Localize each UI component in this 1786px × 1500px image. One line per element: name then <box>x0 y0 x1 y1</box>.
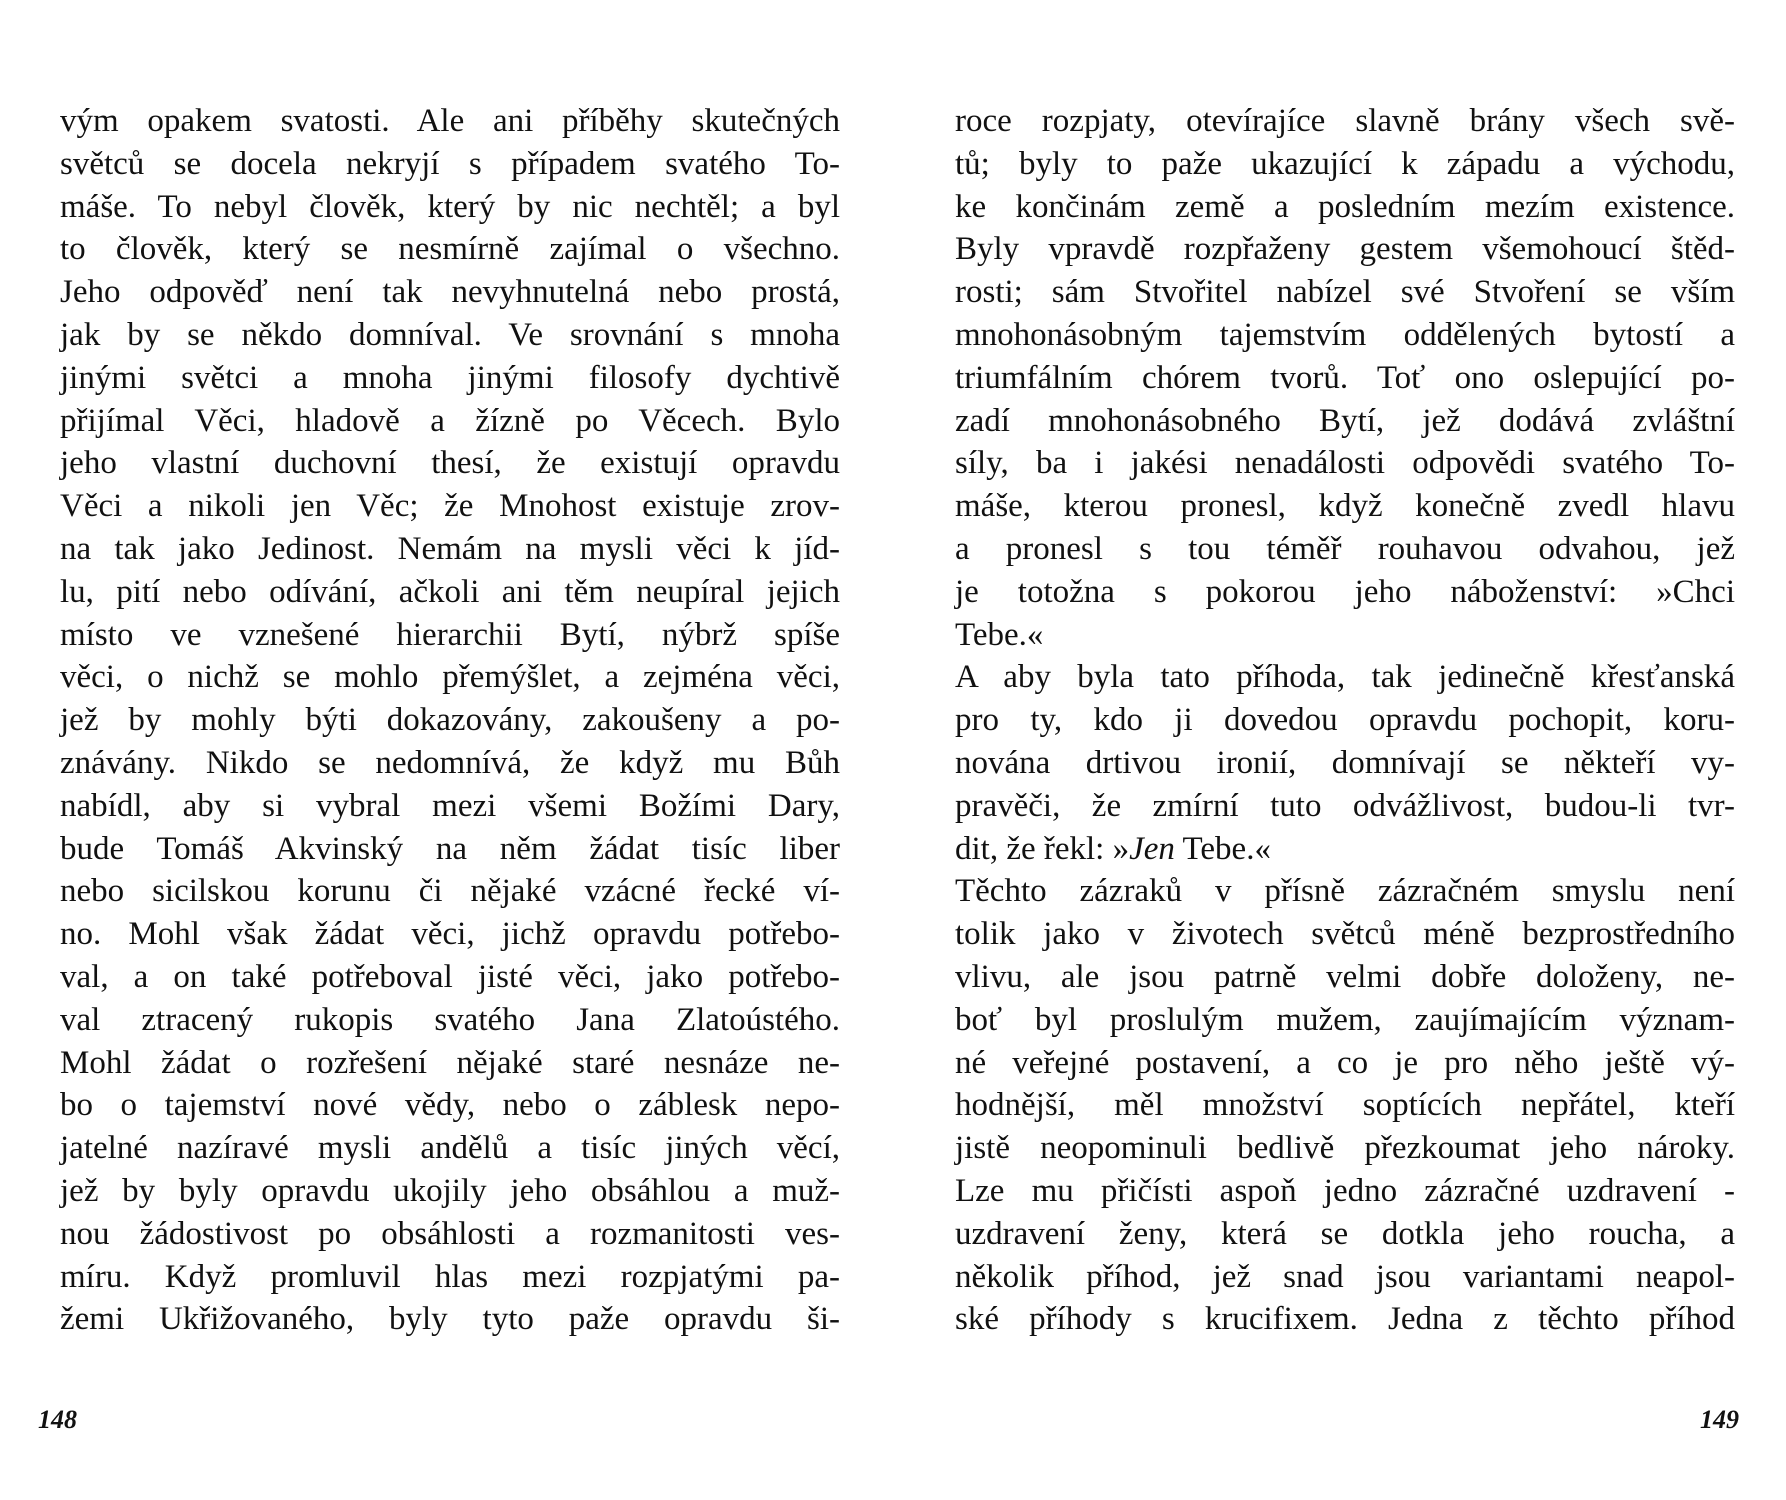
text-line: bude Tomáš Akvinský na něm žádat tisíc liber <box>60 830 840 867</box>
text-line: vlivu, ale jsou patrně velmi dobře doloženy, ne- <box>955 958 1735 995</box>
text-line: no. Mohl však žádat věci, jichž opravdu potřebo- <box>60 916 840 953</box>
text-line: rosti; sám Stvořitel nabízel své Stvoření se vším <box>955 274 1735 311</box>
text-line: bo o tajemství nové vědy, nebo o záblesk nepo- <box>60 1087 840 1124</box>
text-line: jistě neopominuli bedlivě přezkoumat jeho nároky. <box>955 1130 1735 1167</box>
text-line: je totožna s pokorou jeho náboženství: »Chci <box>955 573 1735 610</box>
text-line: místo ve vznešené hierarchii Bytí, nýbrž spíše <box>60 616 840 653</box>
text-line: jeho vlastní duchovní thesí, že existují opravdu <box>60 445 840 482</box>
text-line: Lze mu přičísti aspoň jedno zázračné uzdravení - <box>955 1172 1735 1209</box>
text-line: A aby byla tato příhoda, tak jedinečně křesťanská <box>955 659 1735 696</box>
left-page-text <box>60 100 840 1341</box>
text-line: míru. Když promluvil hlas mezi rozpjatými pa- <box>60 1258 840 1295</box>
italic-word: Jen <box>1129 830 1175 867</box>
text-segment: Tebe.« <box>1174 830 1271 867</box>
text-line: nována drtivou ironií, domnívají se někteří vy- <box>955 744 1735 781</box>
text-line: Věci a nikoli jen Věc; že Mnohost existuje zrov- <box>60 488 840 525</box>
text-line: zadí mnohonásobného Bytí, jež dodává zvláštní <box>955 402 1735 439</box>
text-line: mnohonásobným tajemstvím oddělených bytostí a <box>955 316 1735 353</box>
text-line: val, a on také potřeboval jisté věci, jako potřebo- <box>60 958 840 995</box>
text-line: několik příhod, jež snad jsou variantami neapol- <box>955 1258 1735 1295</box>
text-line: val ztracený rukopis svatého Jana Zlatoústého. <box>60 1001 840 1038</box>
text-line: boť byl proslulým mužem, zaujímajícím význam- <box>955 1001 1735 1038</box>
text-line: Byly vpravdě rozpřaženy gestem všemohoucí štěd- <box>955 231 1735 268</box>
text-line: triumfálním chórem tvorů. Toť ono oslepující po- <box>955 359 1735 396</box>
text-line: uzdravení ženy, která se dotkla jeho roucha, a <box>955 1215 1735 1252</box>
text-line: jak by se někdo domníval. Ve srovnání s mnoha <box>60 316 840 353</box>
text-line: to člověk, který se nesmírně zajímal o všechno. <box>60 231 840 268</box>
text-line: hodnější, měl množství soptících nepřátel, kteří <box>955 1087 1735 1124</box>
text-line: jinými světci a mnoha jinými filosofy dychtivě <box>60 359 840 396</box>
page-number-right: 149 <box>1700 1405 1739 1434</box>
text-line: nebo sicilskou korunu či nějaké vzácné řecké ví- <box>60 873 840 910</box>
text-line: přijímal Věci, hladově a žízně po Věcech. Bylo <box>60 402 840 439</box>
text-line: Těchto zázraků v přísně zázračném smyslu není <box>955 873 1735 910</box>
text-line: tů; byly to paže ukazující k západu a východu, <box>955 145 1735 182</box>
text-line: ke končinám země a posledním mezím existence. <box>955 188 1735 225</box>
text-line: jež by byly opravdu ukojily jeho obsáhlou a muž- <box>60 1172 840 1209</box>
text-line: jatelné nazíravé mysli andělů a tisíc jiných věcí, <box>60 1130 840 1167</box>
text-line: pro ty, kdo ji dovedou opravdu pochopit, koru- <box>955 702 1735 739</box>
text-line: tolik jako v životech světců méně bezprostředního <box>955 916 1735 953</box>
text-line: světců se docela nekryjí s případem svatého To- <box>60 145 840 182</box>
text-line: máše, kterou pronesl, když konečně zvedl hlavu <box>955 488 1735 525</box>
text-line: síly, ba i jakési nenadálosti odpovědi svatého To- <box>955 445 1735 482</box>
text-line: ské příhody s krucifixem. Jedna z těchto příhod <box>955 1301 1735 1338</box>
text-line: pravěči, že zmírní tuto odvážlivost, budou-li tvr- <box>955 787 1735 824</box>
text-line: věci, o nichž se mohlo přemýšlet, a zejména věci, <box>60 659 840 696</box>
text-line: Tebe.« <box>955 616 1044 653</box>
text-line: máše. To nebyl člověk, který by nic nechtěl; a byl <box>60 188 840 225</box>
text-line: roce rozpjaty, otevírajíce slavně brány všech svě- <box>955 103 1735 139</box>
text-line: né veřejné postavení, a co je pro něho ještě vý- <box>955 1044 1735 1081</box>
text-line: vým opakem svatosti. Ale ani příběhy skutečných <box>60 103 840 139</box>
text-line: jež by mohly býti dokazovány, zakoušeny a po- <box>60 702 840 739</box>
text-line <box>955 828 1735 871</box>
text-line: znávány. Nikdo se nedomnívá, že když mu Bůh <box>60 744 840 781</box>
text-line: Mohl žádat o rozřešení nějaké staré nesnáze ne- <box>60 1044 840 1081</box>
text-line: na tak jako Jedinost. Nemám na mysli věci k jíd- <box>60 530 840 567</box>
text-line: lu, pití nebo odívání, ačkoli ani těm neupíral jejich <box>60 573 840 610</box>
text-line: Jeho odpověď není tak nevyhnutelná nebo prostá, <box>60 274 840 311</box>
text-line: nabídl, aby si vybral mezi všemi Božími Dary, <box>60 787 840 824</box>
text-segment: dit, že řekl: » <box>955 830 1130 867</box>
page-number-left: 148 <box>38 1405 77 1434</box>
text-line: a pronesl s tou téměř rouhavou odvahou, jež <box>955 530 1735 567</box>
right-page-text <box>955 100 1735 1341</box>
text-line: nou žádostivost po obsáhlosti a rozmanitosti ves- <box>60 1215 840 1252</box>
text-line: žemi Ukřižovaného, byly tyto paže opravdu ši- <box>60 1301 840 1338</box>
